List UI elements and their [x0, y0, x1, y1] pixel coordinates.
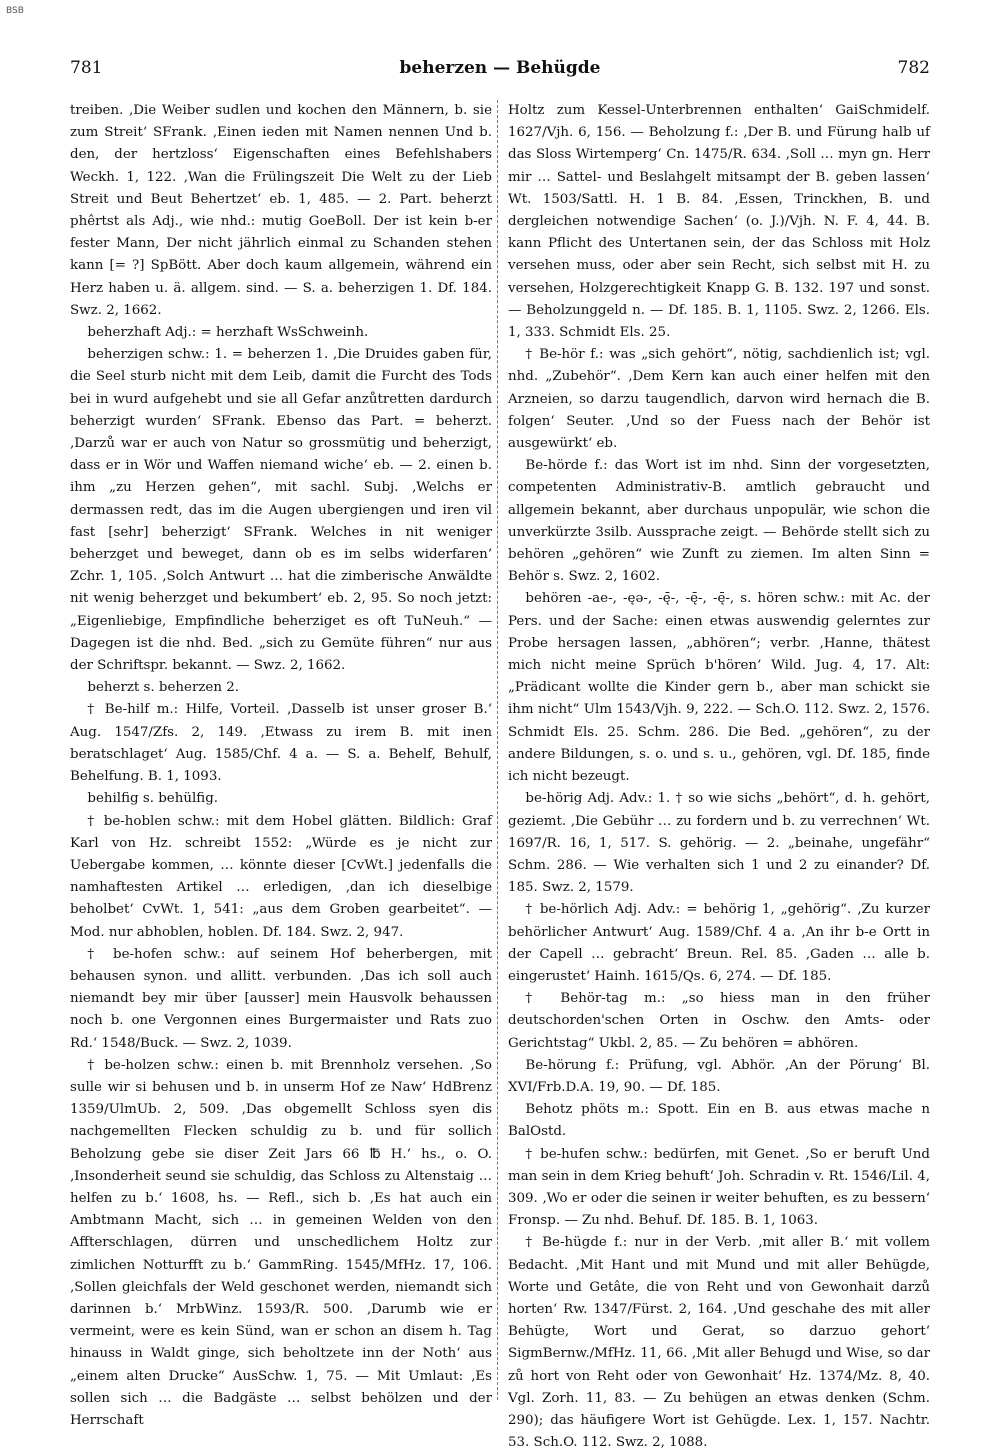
entry-paragraph: Holtz zum Kessel-Unterbrennen enthalten‘ GaiSchmidelf. 1627/Vjh. 6, 156. — Beholzung f.: ‚Der B. und Fürung halb uf das Sloss Wirtemperg‘ Cn. 1475/R. 634. ‚Soll … myn gn. Herr mir … Sattel- und Beslahgelt mitsampt der B. geben lassen‘ Wt. 1503/Sattl. H. 1 B. 84. ‚Essen, Trinckhen, B. und dergleichen notwendige Sachen‘ (o. J.)/Vjh. N. F. 4, 44. B. kann Pflicht des Untertanen sein, der das Schloss mit Holz versehen muss, oder aber sein Recht, sich selbst mit H. zu versehen, Holzgerechtigkeit Knapp G. B. 132. 197 und sonst. — Beholzunggeld n. — Df. 185. B. 1, 1105. Swz. 2, 1266. Els. 1, 333. Schmidt Els. 25.: [508, 103, 930, 341]
dictionary-columns: [70, 100, 930, 1451]
entry-paragraph: † be-hörlich Adj. Adv.: = behörig 1, „gehörig“. ‚Zu kurzer behörlicher Antwurt‘ Aug. 1589/Chf. 4 a. ‚An ihr b-e Ortt in der Capell … gebracht‘ Breun. Rel. 85. ‚Gaden … alle b. eingerustet‘ Hainh. 1615/Qs. 6, 274. — Df. 185.: [508, 902, 930, 984]
column-divider: [497, 100, 498, 1400]
entry-paragraph: treiben. ‚Die Weiber sudlen und kochen den Männern, b. sie zum Streit‘ SFrank. ‚Einen ieden mit Namen nennen Und b. den, der hertzloss‘ Eigenschaften eines Befehlshabers Weckh. 1, 122. ‚Wan die Frülingszeit Die Welt zu der Lieb Streit und Beut Behertzet‘ eb. 1, 485. — 2. Part. beherzt phêrtst als Adj., wie nhd.: mutig GoeBoll. Der ist kein b-er fester Mann, Der nicht jährlich einmal zu Schanden stehen kann [= ?] SpBött. Aber doch kaum allgemein, während ein Herz haben u. ä. allgem. sind. — S. a. beherzigen 1. Df. 184. Swz. 2, 1662.: [70, 103, 492, 318]
library-stamp: BSB: [6, 6, 24, 16]
entry-paragraph: † be-hufen schw.: bedürfen, mit Genet. ‚So er beruft Und man sein in dem Krieg behuft‘ Joh. Schradin v. Rt. 1546/Lil. 4, 309. ‚Wo er oder die seinen ir weiter behuften, es zu bessern‘ Fronsp. — Zu nhd. Behuf. Df. 185. B. 1, 1063.: [508, 1146, 930, 1229]
entry-paragraph: beherzhaft Adj.: = herzhaft WsSchweinh.: [87, 325, 369, 341]
entry-paragraph: † Be-hügde f.: nur in der Verb. ‚mit aller B.‘ mit vollem Bedacht. ‚Mit Hant und mit Mund und mit aller Behügde, Worte und Getâte, die von Reht und von Gewonhait darzů horten‘ Rw. 1347/Fürst. 2, 164. ‚Und geschahe des mit aller Behügte, Wort und Gerat, so darzuo gehort‘ SigmBernw./MfHz. 11, 66. ‚Mit aller Behugd und Wise, so dar zů hort von Reht oder von Gewonhait‘ Hz. 1374/Mz. 8, 40. Vgl. Zorh. 11, 83. — Zu behügen an etwas denken (Schm. 290); das häufigere Wort ist Gehügde. Lex. 1, 157. Nachtr. 53. Sch.O. 112. Swz. 2, 1088.: [508, 1235, 930, 1451]
page-number-right: 782: [897, 58, 930, 78]
running-title: beherzen — Behügde: [399, 58, 601, 78]
entry-paragraph: † Be-hör f.: was „sich gehört“, nötig, sachdienlich ist; vgl. nhd. „Zubehör“. ‚Dem Kern kan auch einer helfen mit den Arzneien, so darzu taugendlich, darvon wird hernach die B. folgen‘ Seuter. ‚Und so der Fuess nach der Behör ist ausgewürkt‘ eb.: [508, 347, 930, 452]
page-header: [70, 58, 930, 84]
right-column: [508, 100, 930, 1454]
entry-paragraph: Be-hörung f.: Prüfung, vgl. Abhör. ‚An der Pörung‘ Bl. XVI/Frb.D.A. 19, 90. — Df. 185.: [508, 1057, 930, 1095]
entry-paragraph: † Behör-tag m.: „so hiess man in den früher deutschorden'schen Orten in Oschw. den Amts- oder Gerichtstag“ Ukbl. 2, 85. — Zu behören = abhören.: [508, 991, 930, 1051]
entry-paragraph: † be-hoblen schw.: mit dem Hobel glätten. Bildlich: Graf Karl von Hz. schreibt 1552: „Würde es je nicht zur Uebergabe kommen, … könnte dieser [CvWt.] jedenfalls die namhaftesten Artikel … erledigen, ‚dan ich dieselbige beholbet‘ CvWt. 1, 541: „aus dem Groben gearbeitet“. — Mod. nur abhoblen, hoblen. Df. 184. Swz. 2, 947.: [70, 813, 492, 940]
entry-paragraph: behören -ae-, -ęə-, -ę̄-, -ę̄-, -ę̄-, s. hören schw.: mit Ac. der Pers. und der Sache: einen etwas auswendig gelerntes zur Probe hersagen lassen, „abhören“; verbr. ‚Hanne, thätest mich nicht meine Sprüch b'hören‘ Wild. Jug. 4, 17. Alt: „Prädicant wollte die Kinder gern b., aber man schickt sie ihm nicht“ Ulm 1543/Vjh. 9, 222. — Sch.O. 112. Swz. 2, 1576. Schmidt Els. 25. Schm. 286. Die Bed. „gehören“, zu der andere Bildungen, s. o. und s. u., gehören, vgl. Df. 185, finde ich nicht bezeugt.: [508, 591, 930, 785]
entry-paragraph: Behotz phöts m.: Spott. Ein en B. aus etwas mache n BalOstd.: [508, 1102, 930, 1140]
entry-paragraph: † Be-hilf m.: Hilfe, Vorteil. ‚Dasselb ist unser groser B.‘ Aug. 1547/Zfs. 2, 149. ‚Etwass zu irem B. mit inen beratschlaget‘ Aug. 1585/Chf. 4 a. — S. a. Behelf, Behulf, Behelfung. B. 1, 1093.: [70, 702, 492, 785]
page-number-left: 781: [70, 58, 103, 78]
entry-paragraph: Be-hörde f.: das Wort ist im nhd. Sinn der vorgesetzten, competenten Administrativ-B. amtlich gebraucht und allgemein bekannt, aber durchaus unpopulär, wie schon die unverkürzte 3silb. Aussprache zeigt. — Behörde stellt sich zu behören „gehören“ wie Zunft zu ziemen. Im alten Sinn = Behör s. Swz. 2, 1602.: [508, 458, 930, 585]
entry-paragraph: behilfig s. behülfig.: [87, 791, 219, 807]
entry-paragraph: beherzigen schw.: 1. = beherzen 1. ‚Die Druides gaben für, die Seel sturb nicht mit dem Leib, damit die Furcht des Tods bei in wurd aufgehebt und sie all Gefar anzůtretten dardurch beherzigt wurden‘ SFrank. Ebenso das Part. = beherzt. ‚Darzů war er auch von Natur so grossmütig und beherzigt, dass er in Wör und Waffen niemand wiche‘ eb. — 2. einen b. ihm „zu Herzen gehen“, mit sachl. Subj. ‚Welchs er dermassen redt, das im die Augen ubergiengen und iren vil fast [sehr] beherzigt‘ SFrank. Welches in nit weniger beherzget und beweget, dann ob es im selbs widerfaren‘ Zchr. 1, 105. ‚Solch Antwurt … hat die zimberische Anwäldte nit wenig beherzget und bekumbert‘ eb. 2, 95. So noch jetzt: „Eigenliebige, Empfindliche beherziget es oft TuNeuh.“ — Dagegen ist die nhd. Bed. „sich zu Gemüte führen“ nur aus der Schriftspr. bekannt. — Swz. 2, 1662.: [70, 347, 492, 674]
entry-paragraph: be-hörig Adj. Adv.: 1. † so wie sichs „behört“, d. h. gehört, geziemt. ‚Die Gebühr … zu fordern und b. zu verrechnen‘ Wt. 1697/R. 16, 1, 517. S. gehörig. — 2. „beinahe, ungefähr“ Schm. 286. — Wie verhalten sich 1 und 2 zu einander? Df. 185. Swz. 2, 1579.: [508, 791, 930, 896]
entry-paragraph: † be-holzen schw.: einen b. mit Brennholz versehen. ‚So sulle wir si behusen und b. in unserm Hof ze Naw‘ HdBrenz 1359/UlmUb. 2, 509. ‚Das obgemellt Schloss syen dis nachgemellten Flecken schuldig zu b. und für sollich Beholzung gebe sie diser Zeit Jars 66 ℔ H.‘ hs., o. O. ‚Insonderheit seund sie schuldig, das Schloss zu Altenstaig … helfen zu b.‘ 1608, hs. — Refl., sich b. ‚Es hat auch ein Ambtmann Macht, sich … in gemeinen Welden von den Affterschlagen, dürren und unschedlichem Holtz zur zimlichen Notturfft zu b.‘ GammRing. 1545/MfHz. 17, 106. ‚Sollen gleichfals der Weld geschonet werden, niemandt sich darinnen b.‘ MrbWinz. 1593/R. 500. ‚Darumb wie er vermeint, were es kein Sünd, wan er schon an disem h. Tag hinauss in Waldt ginge, sich beholtzete inn der Noth‘ aus „einem alten Drucke“ AusSchw. 1, 75. — Mit Umlaut: ‚Es sollen sich … die Badgäste … selbst behölzen und der Herrschaft: [70, 1057, 492, 1428]
entry-paragraph: † be-hofen schw.: auf seinem Hof beherbergen, mit behausen synon. und allitt. verbunden. ‚Das ich soll auch niemandt bey mir über [ausser] mein Hausvolk behaussen noch b. one Vergonnen eines Burgermaister und Rats zuo Rd.‘ 1548/Buck. — Swz. 2, 1039.: [70, 946, 492, 1051]
left-column: [70, 100, 492, 1432]
entry-paragraph: beherzt s. beherzen 2.: [87, 680, 240, 696]
